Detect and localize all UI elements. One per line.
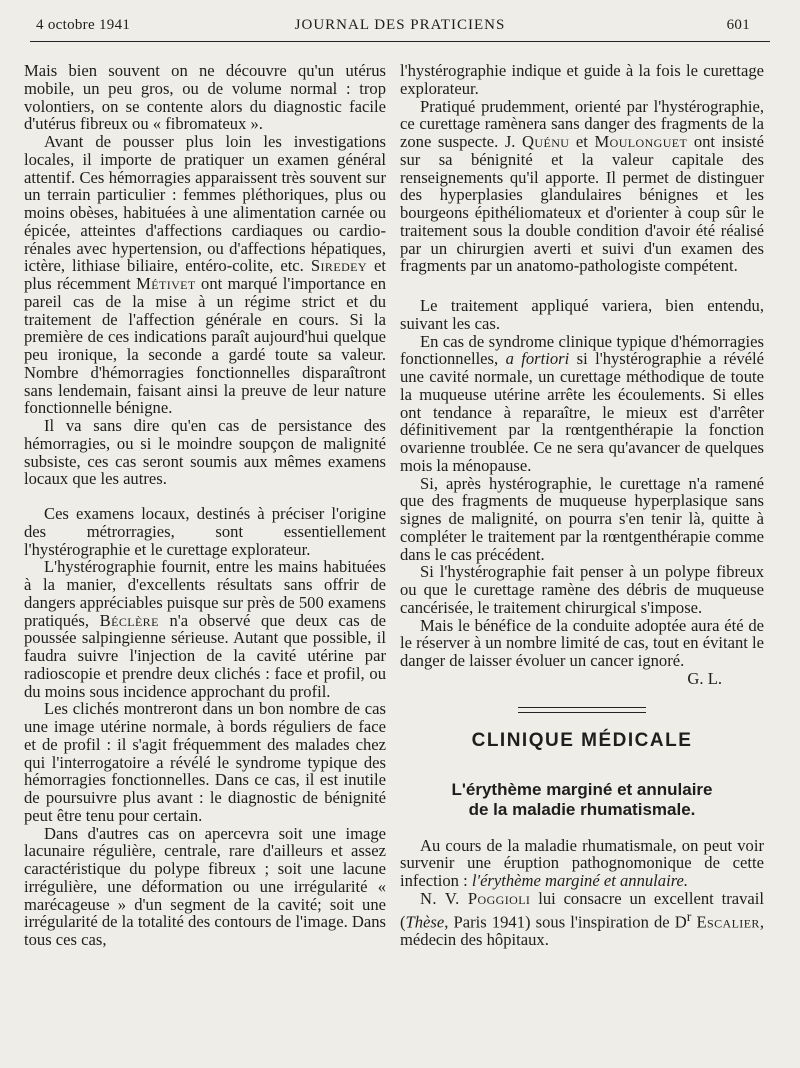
author-name: Escalier [696, 912, 760, 932]
paragraph: Mais le bénéfice de la conduite adoptée aura été de le réserver à un nombre limité de cas, tout en évitant le danger de laisser évoluer un cancer ignoré. [400, 615, 765, 670]
paragraph: Mais bien souvent on ne découvre qu'un utérus mobile, un peu gros, ou de volume normal : trop volontiers, on se contente alors du diagnostic facile d'utérus fibreux ou « fibromateux ». [24, 61, 386, 134]
author-name: N. V. Poggioli [420, 888, 531, 908]
author-name: Métivet [136, 274, 196, 293]
italic-phrase: Thèse [405, 912, 445, 932]
paragraph: l'hystérographie indique et guide à la fois le curettage explorateur. [400, 61, 764, 98]
section-break [24, 488, 386, 505]
header-date: 4 octobre 1941 [36, 17, 131, 33]
left-column [24, 62, 386, 949]
italic-phrase: a fortiori [505, 349, 570, 369]
author-name: Moulonguet [594, 132, 688, 151]
header-journal-title: JOURNAL DES PRATICIENS [294, 17, 506, 33]
section-divider [518, 707, 646, 713]
right-column [400, 62, 764, 949]
paragraph: Le traitement appliqué variera, bien entendu, suivant les cas. [400, 296, 764, 333]
author-signature: G. L. [687, 668, 722, 688]
section-break [400, 275, 764, 297]
paragraph: L'hystérographie fournit, entre les mains habituées à la manier, d'excellents résultats sans offrir de dangers appréciables puisque sur près de 500 examens pratiqués, Béclère n'a observé que deux cas de poussée salpingienne sérieuse. Autant que possible, il faudra suivre l'injection de la cavité utérine par radioscopie et prendre deux clichés : face et profil, ou du moins sous incidence approchant du profil. [24, 557, 386, 701]
paragraph: Si l'hystérographie fait penser à un polype fibreux ou que le curettage ramène des débris de muqueuse cancérisée, le traitement chirurgical s'impose. [400, 562, 764, 617]
author-name: Béclère [99, 610, 159, 630]
paragraph: Pratiqué prudemment, orienté par l'hystérographie, ce curettage ramènera sans danger des fragments de la zone suspecte. J. Quénu et Moulonguet ont insisté sur sa bénignité et la valeur capitale des renseignements qu'il apporte. Il permet de distinguer des hyperplasies glandulaires bénignes et les bourgeons épithéliomateux et d'orienter à coup sûr le traitement sous la double condition d'avoir été réalisé par un chirurgien averti et suivi d'un examen des fragments par un anatomo-pathologiste compétent. [400, 96, 764, 276]
author-name: Quénu [522, 132, 570, 151]
paragraph: Si, après hystérographie, le curettage n'a ramené que des fragments de muqueuse hyperplasique sans signes de malignité, on pourra s'en tenir là, quitte à compléter le traitement par la rœntgenthérapie comme dans le cas précédent. [400, 473, 764, 564]
header-rule [30, 41, 770, 42]
section-title: CLINIQUE MÉDICALE [471, 729, 693, 751]
paragraph: Avant de pousser plus loin les investigations locales, il importe de pratiquer un examen général attentif. Ces hémorragies apparaissent très souvent sur un terrain particulier : femmes pléthoriques, plus ou moins obèses, habituées à une alimentation carnée ou épicée, atteintes d'affections cardiaques ou cardio-rénales avec hypertension, ou d'affections hépatiques, ictère, lithiase biliaire, entéro-colite, etc. Siredey et plus récemment Métivet ont marqué l'importance en pareil cas de la mise à un régime strict et du traitement de l'affection générale en cours. Si la première de ces indications paraît aujourd'hui quelque peu ironique, la seconde a gardé toute sa valeur. Nombre d'hémorragies fonctionnelles disparaîtront sans lendemain, faisant ainsi la preuve de leur nature fonctionnelle bénigne. [24, 132, 386, 418]
paragraph: N. V. Poggioli lui consacre un excellent travail (Thèse, Paris 1941) sous l'inspiration de $D^r$ Escalier, médecin des hôpitaux. [400, 888, 765, 949]
header-page-number: 601 [726, 17, 750, 33]
paragraph: Les clichés montreront dans un bon nombre de cas une image utérine normale, à bords réguliers de face et de profil : il s'agit fréquemment des malades chez qui l'interrogatoire a révélé le syndrome typique des hémorragies fonctionnelles. Dans ce cas, il est inutile de poursuivre plus avant : le diagnostic de bénignité peut être tenu pour certain. [24, 699, 386, 825]
paragraph: En cas de syndrome clinique typique d'hémorragies fonctionnelles, a fortiori si l'hystérographie a révélé une cavité normale, un curettage méthodique de toute la muqueuse utérine arrête les écoulements. Si elles ont tendance à reparaître, le mieux est d'arrêter définitivement par la rœntgenthérapie la fonction ovarienne troublée. Ce ne sera qu'avancer de quelques mois la ménopause. [400, 331, 764, 475]
paragraph: Ces examens locaux, destinés à préciser l'origine des métrorragies, sont essentiellement l'hystérographie et le curettage explorateur. [24, 504, 386, 559]
paragraph: Dans d'autres cas on apercevra soit une image lacunaire régulière, centrale, rare d'ailleurs et assez caractéristique du polype fibreux ; soit une lacune irrégulière, une déformation ou une irrégularité « marécageuse » d'un segment de la cavité; soit une irrégularité de la totalité des contours de l'image. Dans tous ces cas, [24, 823, 386, 949]
article-title: L'érythème marginé et annulaire de la maladie rhumatismale. [451, 779, 713, 819]
italic-phrase: l'érythème marginé et annulaire. [471, 871, 689, 890]
paragraph: Au cours de la maladie rhumatismale, on peut voir survenir une éruption pathognomonique de cette infection : l'érythème marginé et annulaire. [400, 835, 764, 890]
author-name: Siredey [310, 256, 367, 276]
paragraph: Il va sans dire qu'en cas de persistance des hémorragies, ou si le moindre soupçon de malignité subsiste, ces cas seront soumis aux mêmes examens locaux que les autres. [24, 416, 386, 489]
